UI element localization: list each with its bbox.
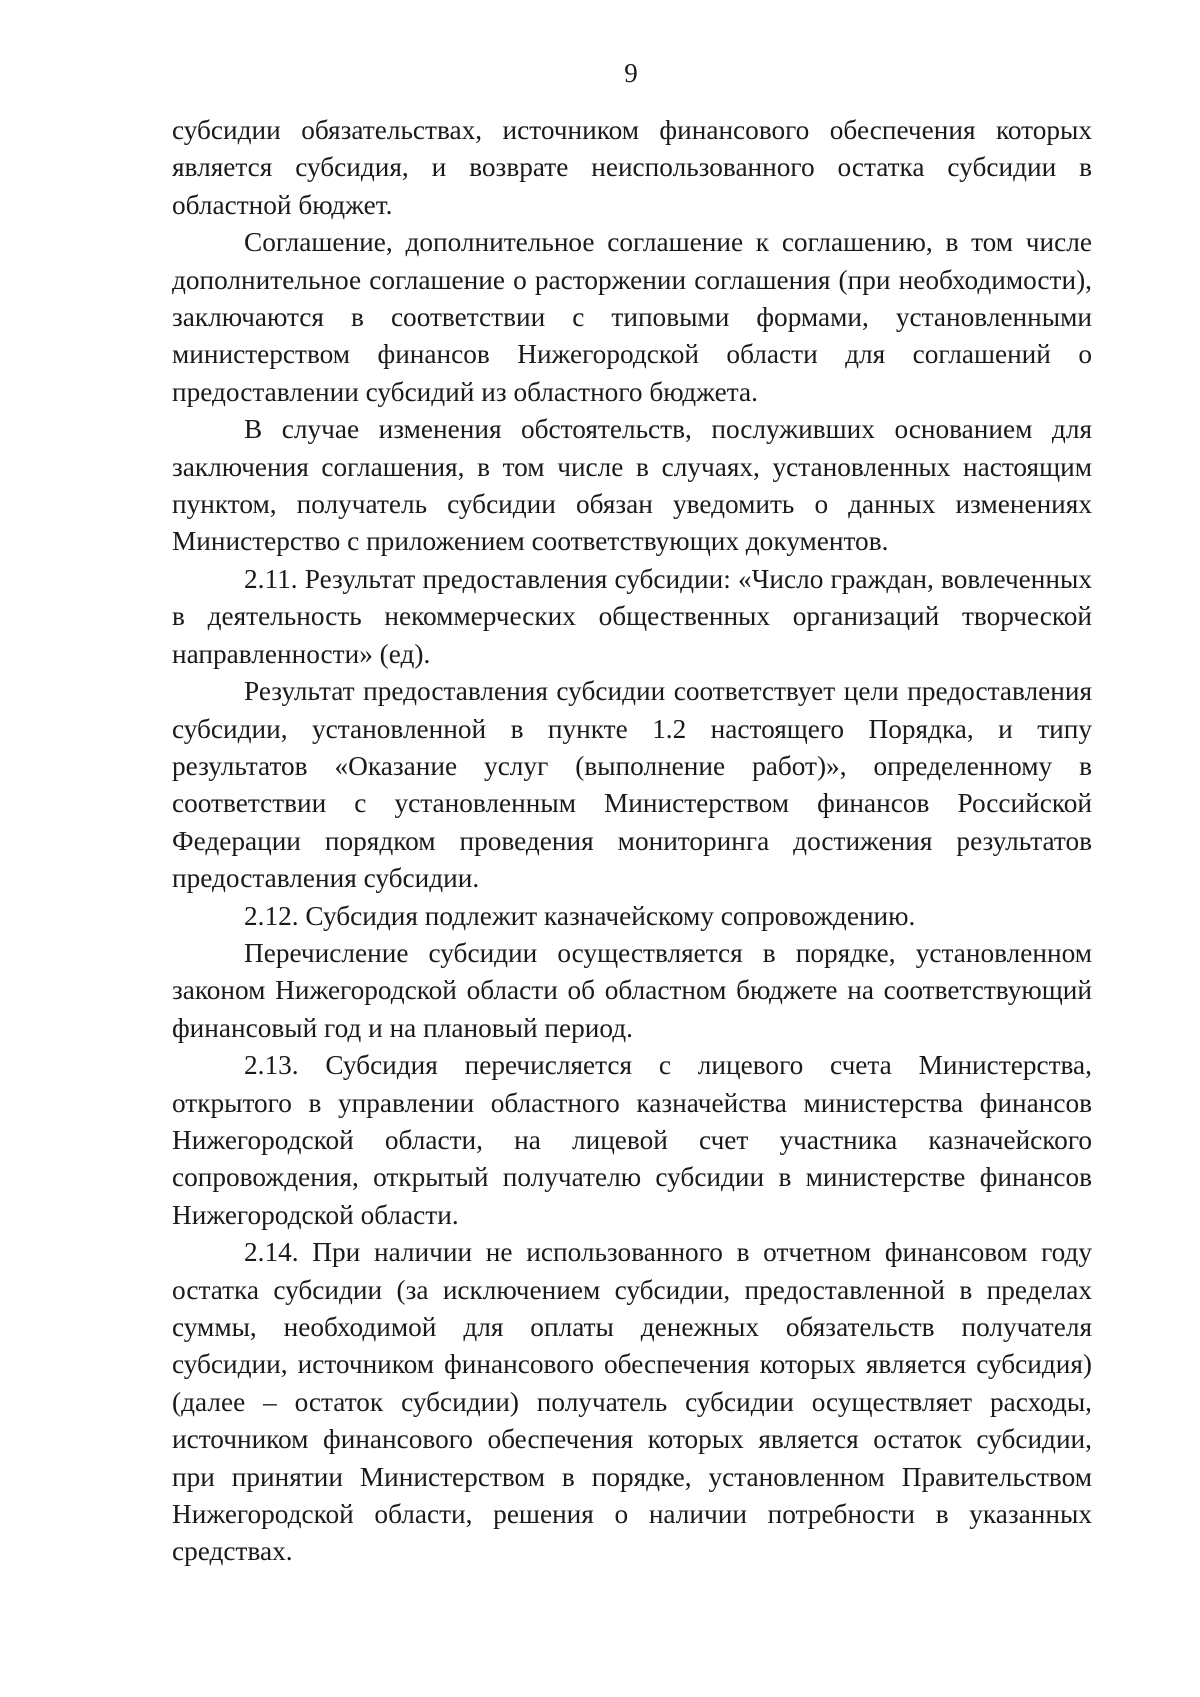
paragraph-2-14-remainder: 2.14. При наличии не использованного в отчетном финансовом году остатка субсидии (за исключением субсидии, предоставленной в пределах суммы, необходимой для оплаты денежных обязательств получателя субсидии, источником финансового обеспечения которых является субсидия) (далее – остаток субсидии) получатель субсидии осуществляет расходы, источником финансового обеспечения которых является остаток субсидии, при принятии Министерством в порядке, установленном Правительством Нижегородской области, решения о наличии потребности в указанных средствах. xyxy=(172,1237,1092,1567)
paragraph-circumstances-change: В случае изменения обстоятельств, послуживших основанием для заключения соглашения, в том числе в случаях, установленных настоящим пунктом, получатель субсидии обязан уведомить о данных изменениях Министерство с приложением соответствующих документов. xyxy=(172,414,1092,557)
paragraph-2-11-result: 2.11. Результат предоставления субсидии: «Число граждан, вовлеченных в деятельность некоммерческих общественных организаций творческой направленности» (ед). xyxy=(172,563,1092,669)
paragraph-continuation: субсидии обязательствах, источником финансового обеспечения которых является субсидия, и возврате неиспользованного остатка субсидии в областной бюджет. xyxy=(172,115,1092,220)
paragraph-2-12-treasury: 2.12. Субсидия подлежит казначейскому сопровождению. xyxy=(244,900,916,931)
paragraph-result-compliance: Результат предоставления субсидии соответствует цели предоставления субсидии, установленной в пункте 1.2 настоящего Порядка, и типу результатов «Оказание услуг (выполнение работ)», определенному в соответствии с установленным Министерством финансов Российской Федерации порядком проведения мониторинга достижения результатов предоставления субсидии. xyxy=(172,676,1092,894)
paragraph-agreement: Соглашение, дополнительное соглашение к соглашению, в том числе дополнительное соглашение о расторжении соглашения (при необходимости), заключаются в соответствии с типовыми формами, установленными министерством финансов Нижегородской области для соглашений о предоставлении субсидий из областного бюджета. xyxy=(172,227,1092,407)
paragraph-2-13-account: 2.13. Субсидия перечисляется с лицевого счета Министерства, открытого в управлении областного казначейства министерства финансов Нижегородской области, на лицевой счет участника казначейского сопровождения, открытый получателю субсидии в министерстве финансов Нижегородской области. xyxy=(172,1050,1092,1230)
paragraph-transfer-order: Перечисление субсидии осуществляется в порядке, установленном законом Нижегородской области об областном бюджете на соответствующий финансовый год и на плановый период. xyxy=(172,937,1092,1043)
page-number: 9 xyxy=(624,58,638,88)
document-body xyxy=(172,112,1092,1571)
